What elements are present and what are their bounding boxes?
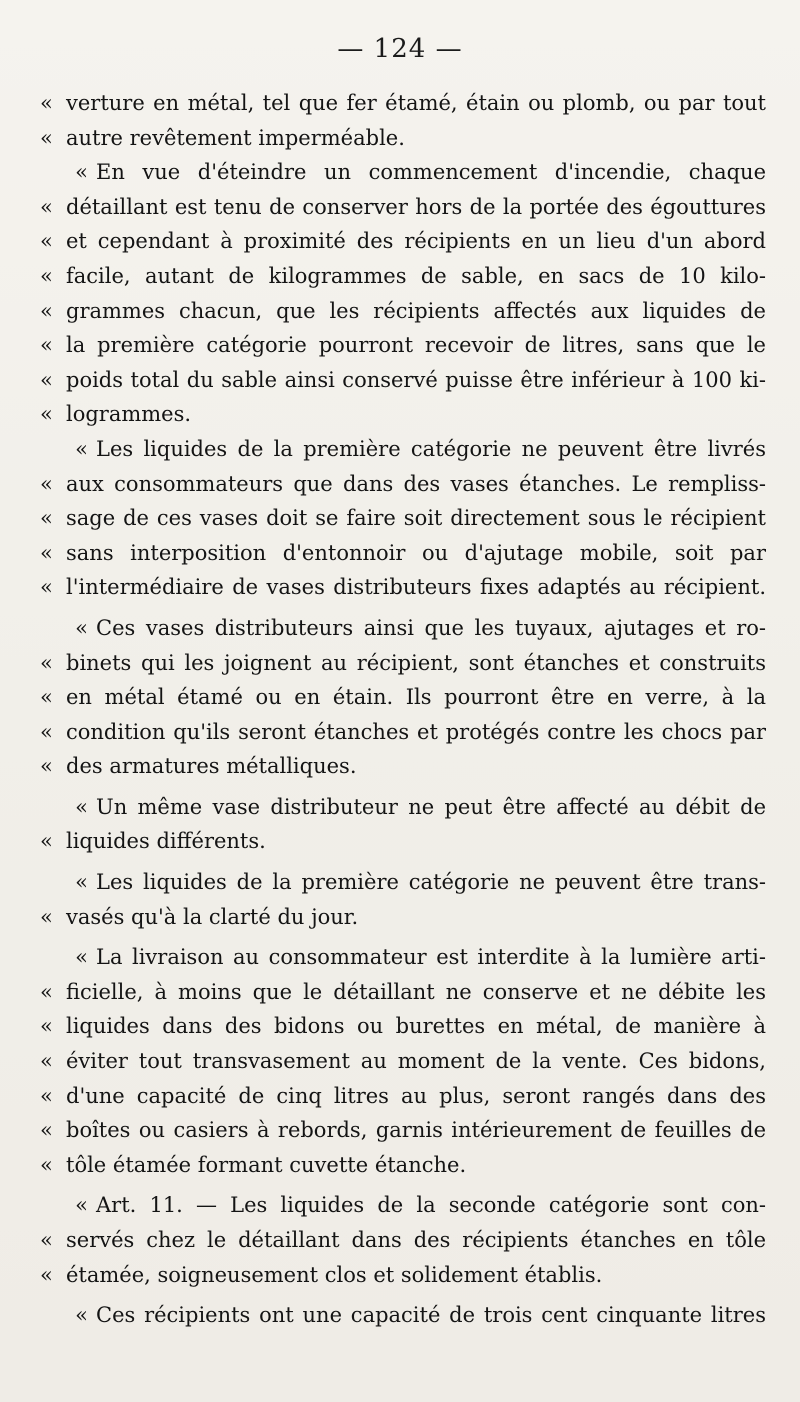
line-text: la première catégorie pourront recevoir de litres, sans que le — [66, 333, 766, 358]
text-line — [40, 397, 766, 432]
quote-mark: « — [40, 1118, 53, 1143]
page-number: — 124 — — [337, 34, 463, 64]
text-line — [40, 646, 766, 681]
text-line — [40, 1298, 766, 1333]
text-line — [40, 749, 766, 784]
line-text: servés chez le détaillant dans des récipients étanches en tôle — [66, 1228, 766, 1252]
line-text: poids total du sable ainsi conservé puisse être inférieur à 100 ki- — [66, 367, 766, 392]
line-text: des armatures métalliques. — [66, 754, 357, 779]
line-text: en métal étamé ou en étain. Ils pourront être en verre, à la — [66, 685, 766, 710]
text-line — [40, 865, 766, 900]
text-line — [40, 1223, 766, 1258]
quote-mark: « — [40, 540, 53, 565]
quote-mark: « — [40, 333, 53, 358]
line-text: aux consommateurs que dans des vases étanches. Le rempliss- — [66, 471, 766, 496]
quote-mark: « — [40, 829, 53, 854]
text-line — [40, 501, 766, 536]
line-text: facile, autant de kilogrammes de sable, en sacs de 10 kilo- — [66, 263, 766, 288]
line-text: étamée, soigneusement clos et solidement établis. — [66, 1262, 603, 1287]
quote-mark: « — [75, 1193, 88, 1218]
line-text: éviter tout transvasement au moment de la vente. Ces bidons, — [66, 1049, 766, 1074]
quote-mark: « — [40, 1014, 53, 1039]
text-line — [40, 680, 766, 715]
text-line — [40, 1258, 766, 1293]
text-line — [40, 155, 766, 190]
quote-mark: « — [40, 685, 53, 710]
quote-mark: « — [40, 575, 53, 600]
text-line — [40, 1148, 766, 1183]
text-line — [40, 86, 766, 121]
quote-mark: « — [40, 650, 53, 675]
quote-mark: « — [40, 1262, 53, 1287]
quote-mark: « — [40, 506, 53, 531]
quote-mark: « — [40, 1152, 53, 1177]
line-text: sage de ces vases doit se faire soit directement sous le récipient — [66, 506, 766, 531]
line-text: binets qui les joignent au récipient, sont étanches et construits — [66, 650, 766, 675]
text-line — [40, 536, 766, 571]
text-line — [40, 1009, 766, 1044]
quote-mark: « — [40, 754, 53, 779]
line-text: boîtes ou casiers à rebords, garnis intérieurement de feuilles de — [66, 1118, 766, 1143]
quote-mark: « — [40, 402, 53, 427]
line-text: autre revêtement imperméable. — [66, 125, 405, 150]
quote-mark: « — [40, 91, 53, 115]
line-text: ficielle, à moins que le détaillant ne conserve et ne débite les — [66, 979, 766, 1004]
quote-mark: « — [40, 125, 53, 150]
text-line — [40, 975, 766, 1010]
text-line — [40, 190, 766, 225]
line-text: Art. 11. — Les liquides de la seconde catégorie sont con- — [96, 1193, 766, 1218]
quote-mark: « — [40, 719, 53, 744]
line-text: Ces vases distributeurs ainsi que les tuyaux, ajutages et ro- — [96, 615, 766, 640]
line-text: En vue d'éteindre un commencement d'incendie, chaque — [96, 160, 766, 185]
line-text: vasés qu'à la clarté du jour. — [66, 904, 359, 929]
quote-mark: « — [75, 794, 88, 819]
quote-mark: « — [40, 263, 53, 288]
text-line — [40, 1079, 766, 1114]
line-text: Les liquides de la première catégorie ne peuvent être livrés — [96, 436, 766, 461]
text-line — [40, 294, 766, 329]
text-line — [40, 259, 766, 294]
line-text: Un même vase distributeur ne peut être affecté au débit de — [96, 794, 766, 819]
line-text: La livraison au consommateur est interdite à la lumière arti- — [96, 945, 766, 970]
line-text: liquides différents. — [66, 829, 266, 854]
quote-mark: « — [40, 1083, 53, 1108]
text-line — [40, 611, 766, 646]
line-text: Ces récipients ont une capacité de trois cent cinquante litres — [96, 1303, 766, 1328]
line-text: Les liquides de la première catégorie ne peuvent être trans- — [96, 870, 766, 895]
quote-mark: « — [75, 160, 88, 185]
line-text: d'une capacité de cinq litres au plus, seront rangés dans des — [66, 1083, 766, 1108]
text-line — [40, 824, 766, 859]
line-text: l'intermédiaire de vases distributeurs fixes adaptés au récipient. — [66, 575, 766, 600]
line-text: tôle étamée formant cuvette étanche. — [66, 1152, 467, 1177]
text-line — [40, 1113, 766, 1148]
text-line — [40, 363, 766, 398]
text-line — [40, 900, 766, 935]
text-line — [40, 467, 766, 502]
quote-mark: « — [40, 367, 53, 392]
quote-mark: « — [75, 615, 88, 640]
text-line — [40, 224, 766, 259]
text-line — [40, 790, 766, 825]
text-line — [40, 940, 766, 975]
line-text: détaillant est tenu de conserver hors de la portée des égouttures — [66, 194, 766, 219]
quote-mark: « — [40, 904, 53, 929]
line-text: liquides dans des bidons ou burettes en métal, de manière à — [66, 1014, 766, 1039]
text-line — [40, 1188, 766, 1223]
text-line — [40, 1044, 766, 1079]
quote-mark: « — [40, 979, 53, 1004]
text-line — [40, 121, 766, 156]
quote-mark: « — [75, 436, 88, 461]
line-text: sans interposition d'entonnoir ou d'ajutage mobile, soit par — [66, 540, 766, 565]
text-line — [40, 570, 766, 605]
line-text: grammes chacun, que les récipients affectés aux liquides de — [66, 298, 766, 323]
quote-mark: « — [40, 194, 53, 219]
line-text: condition qu'ils seront étanches et protégés contre les chocs par — [66, 719, 766, 744]
quote-mark: « — [40, 1228, 53, 1252]
text-line — [40, 432, 766, 467]
quote-mark: « — [75, 870, 88, 895]
quote-mark: « — [40, 471, 53, 496]
text-line — [40, 715, 766, 750]
quote-mark: « — [75, 945, 88, 970]
quote-mark: « — [40, 229, 53, 254]
quote-mark: « — [40, 298, 53, 323]
line-text: logrammes. — [66, 402, 192, 427]
quote-mark: « — [40, 1049, 53, 1074]
text-line — [40, 328, 766, 363]
body-text — [40, 86, 766, 1333]
line-text: verture en métal, tel que fer étamé, étain ou plomb, ou par tout — [66, 91, 766, 115]
quote-mark: « — [75, 1303, 88, 1328]
line-text: et cependant à proximité des récipients en un lieu d'un abord — [66, 229, 766, 254]
